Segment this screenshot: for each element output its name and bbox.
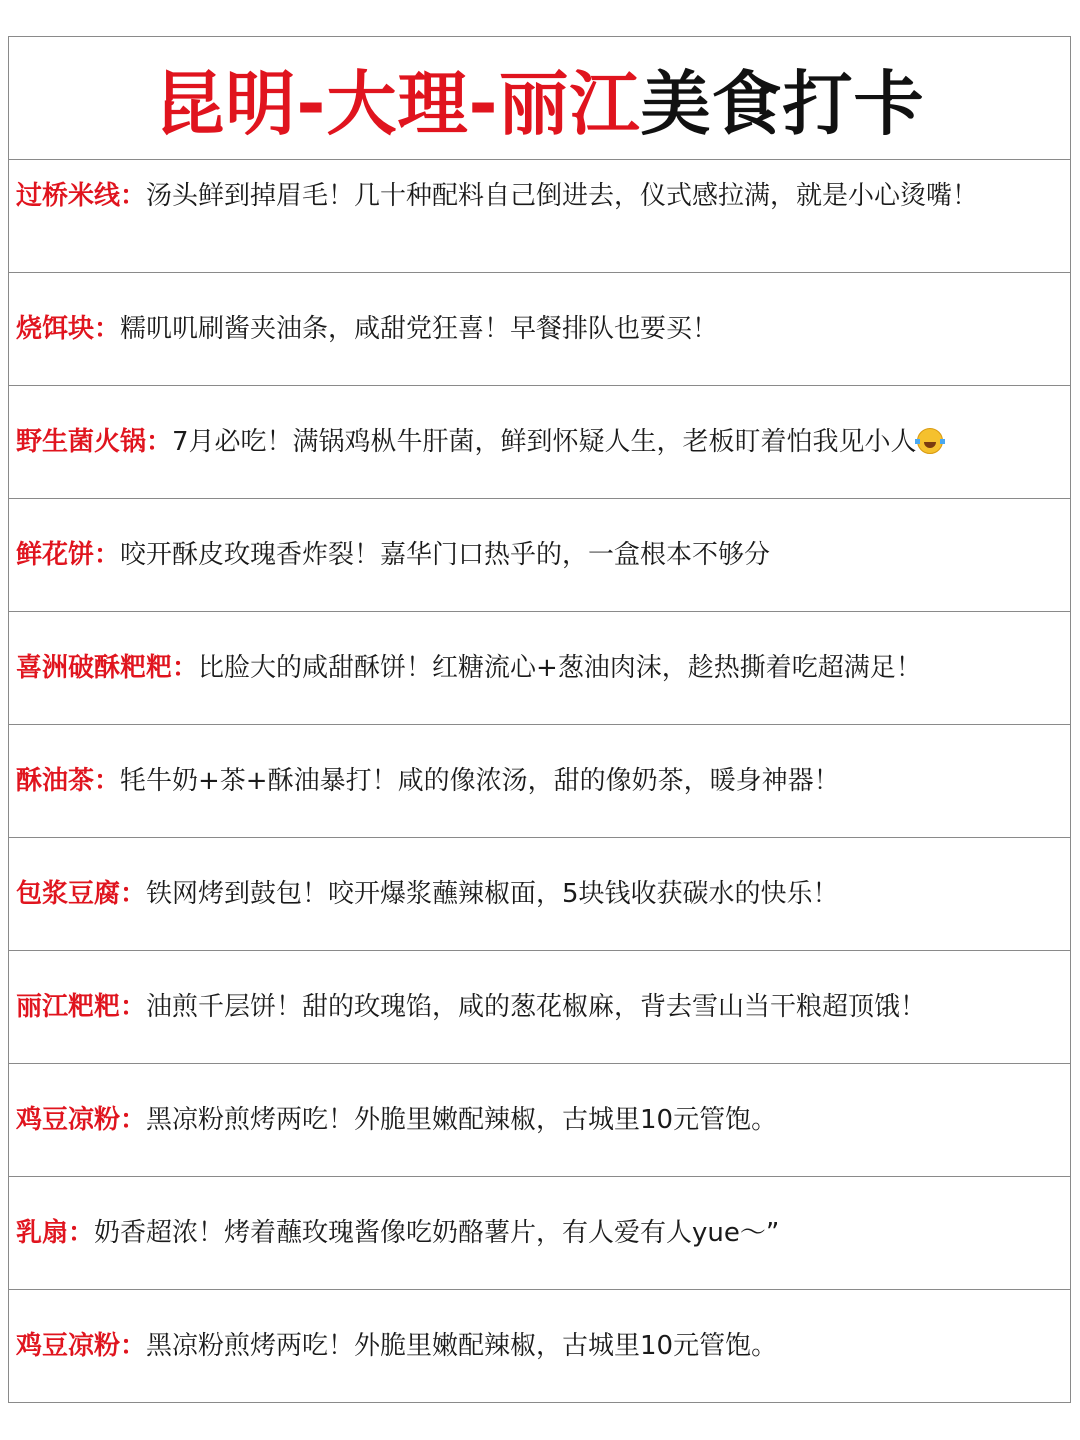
food-name: 乳扇： — [16, 1217, 95, 1248]
food-name: 鸡豆凉粉： — [16, 1330, 147, 1361]
food-description: 咬开酥皮玫瑰香炸裂！嘉华门口热乎的，一盒根本不够分 — [120, 539, 771, 570]
food-name: 丽江粑粑： — [16, 991, 147, 1022]
table-row — [9, 1177, 1070, 1290]
table-row — [9, 838, 1070, 951]
laughing-tears-icon — [917, 428, 943, 454]
title-route: 昆明-大理-丽江 — [154, 62, 641, 145]
food-description: 7月必吃！满锅鸡枞牛肝菌，鲜到怀疑人生，老板盯着怕我见小人 — [172, 426, 917, 457]
table-row — [9, 160, 1070, 273]
food-description: 牦牛奶+茶+酥油暴打！咸的像浓汤，甜的像奶茶，暖身神器！ — [120, 765, 840, 796]
food-description: 铁网烤到鼓包！咬开爆浆蘸辣椒面，5块钱收获碳水的快乐！ — [146, 878, 839, 909]
food-description: 奶香超浓！烤着蘸玫瑰酱像吃奶酪薯片，有人爱有人yue～” — [94, 1217, 780, 1248]
food-name: 野生菌火锅： — [16, 426, 173, 457]
food-name: 鸡豆凉粉： — [16, 1104, 147, 1135]
table-row — [9, 612, 1070, 725]
page-title — [9, 37, 1070, 160]
food-name: 酥油茶： — [16, 765, 121, 796]
food-description: 油煎千层饼！甜的玫瑰馅，咸的葱花椒麻，背去雪山当干粮超顶饿！ — [146, 991, 927, 1022]
food-name: 包浆豆腐： — [16, 878, 147, 909]
food-description: 汤头鲜到掉眉毛！几十种配料自己倒进去，仪式感拉满，就是小心烫嘴！ — [146, 181, 979, 211]
food-name: 烧饵块： — [16, 313, 121, 344]
table-row — [9, 1290, 1070, 1402]
table-row — [9, 273, 1070, 386]
table-row — [9, 499, 1070, 612]
table-row — [9, 951, 1070, 1064]
table-row — [9, 725, 1070, 838]
food-checkin-table — [8, 36, 1071, 1403]
food-description: 比脸大的咸甜酥饼！红糖流心+葱油肉沫，趁热撕着吃超满足！ — [198, 652, 922, 683]
title-suffix: 美食打卡 — [640, 62, 925, 145]
food-name: 鲜花饼： — [16, 539, 121, 570]
food-description: 黑凉粉煎烤两吃！外脆里嫩配辣椒，古城里10元管饱。 — [146, 1330, 778, 1361]
food-name: 过桥米线： — [16, 181, 147, 211]
food-name: 喜洲破酥粑粑： — [16, 652, 199, 683]
food-description: 糯叽叽刷酱夹油条，咸甜党狂喜！早餐排队也要买！ — [120, 313, 719, 344]
table-row — [9, 386, 1070, 499]
food-description: 黑凉粉煎烤两吃！外脆里嫩配辣椒，古城里10元管饱。 — [146, 1104, 778, 1135]
table-row — [9, 1064, 1070, 1177]
